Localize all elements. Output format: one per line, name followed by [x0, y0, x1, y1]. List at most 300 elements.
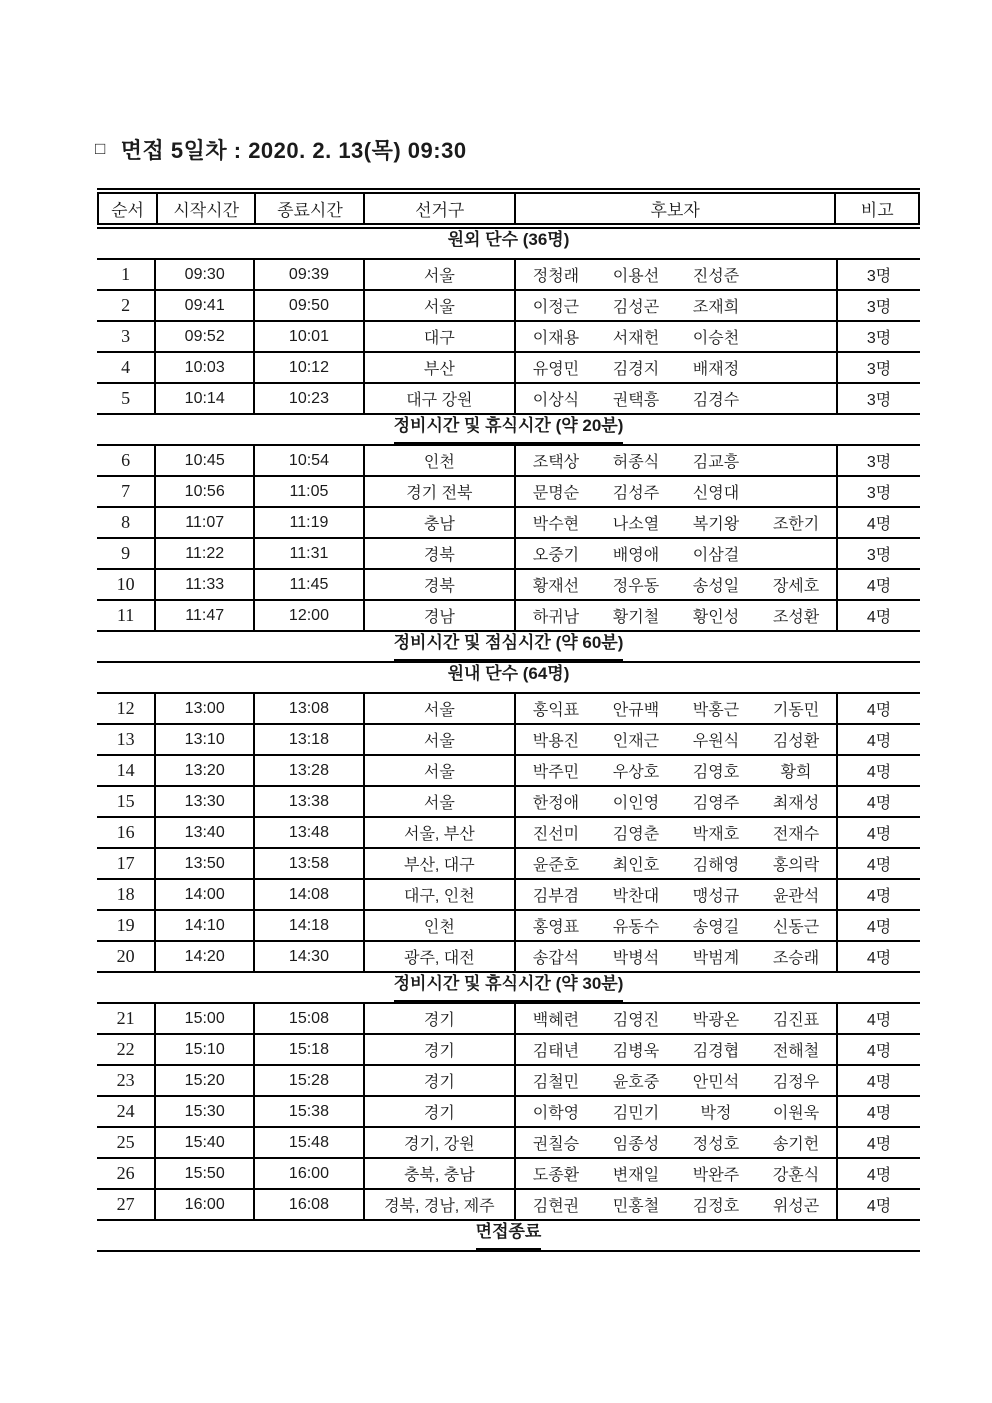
table-row — [97, 1035, 920, 1066]
order-cell: 13 — [97, 725, 156, 754]
section-row — [97, 663, 920, 694]
district-cell: 경기, 강원 — [365, 1128, 516, 1157]
order-cell: 21 — [97, 1004, 156, 1033]
note-cell: 4명 — [866, 702, 892, 719]
candidates-cell — [516, 694, 838, 723]
note-cell: 4명 — [866, 1167, 892, 1184]
candidate-name: 인재근 — [612, 733, 660, 750]
candidate-name: 이재용 — [532, 330, 580, 347]
candidate-name: 최재성 — [772, 795, 820, 812]
order-cell: 19 — [97, 911, 156, 940]
note-cell: 4명 — [866, 857, 892, 874]
header-note: 비고 — [860, 201, 894, 220]
district-cell: 서울 — [365, 787, 516, 816]
order-cell: 25 — [97, 1128, 156, 1157]
candidate-name: 정청래 — [532, 268, 580, 285]
start-time-cell: 13:00 — [156, 694, 255, 723]
district-cell: 대구, 인천 — [365, 880, 516, 909]
note-cell: 4명 — [866, 1105, 892, 1122]
candidate-name: 김성환 — [772, 733, 820, 750]
district-cell: 서울 — [365, 291, 516, 320]
candidates-cell — [516, 384, 838, 413]
candidate-name: 김성곤 — [612, 299, 660, 316]
candidate-name: 맹성규 — [692, 888, 740, 905]
district-cell: 부산 — [365, 353, 516, 382]
note-cell: 4명 — [866, 733, 892, 750]
table-row — [97, 539, 920, 570]
table-row — [97, 1066, 920, 1097]
order-cell: 16 — [97, 818, 156, 847]
candidate-name: 박재호 — [692, 826, 740, 843]
table-row — [97, 260, 920, 291]
end-time-cell: 16:00 — [255, 1159, 365, 1188]
candidate-name: 김영춘 — [612, 826, 660, 843]
candidate-name: 정우동 — [612, 578, 660, 595]
end-time-cell: 16:08 — [255, 1190, 365, 1219]
candidate-name: 박수현 — [532, 516, 580, 533]
order-cell: 15 — [97, 787, 156, 816]
candidate-name: 박찬대 — [612, 888, 660, 905]
candidate-name: 김정호 — [692, 1198, 740, 1215]
note-cell: 4명 — [866, 1012, 892, 1029]
start-time-cell: 15:50 — [156, 1159, 255, 1188]
candidates-cell — [516, 446, 838, 475]
candidate-name: 권칠승 — [532, 1136, 580, 1153]
start-time-cell: 10:45 — [156, 446, 255, 475]
order-cell: 14 — [97, 756, 156, 785]
candidate-name: 박주민 — [532, 764, 580, 781]
start-time-cell: 13:40 — [156, 818, 255, 847]
candidate-name: 홍의락 — [772, 857, 820, 874]
candidate-name: 이삼걸 — [692, 547, 740, 564]
order-cell: 9 — [97, 539, 156, 568]
candidate-name: 김정우 — [772, 1074, 820, 1091]
order-cell: 24 — [97, 1097, 156, 1126]
candidates-cell — [516, 291, 838, 320]
end-time-cell: 11:45 — [255, 570, 365, 599]
candidate-name: 진선미 — [532, 826, 580, 843]
start-time-cell: 13:30 — [156, 787, 255, 816]
candidate-name: 황인성 — [692, 609, 740, 626]
note-cell: 3명 — [866, 485, 892, 502]
order-cell: 4 — [97, 353, 156, 382]
end-time-cell: 15:18 — [255, 1035, 365, 1064]
header-district: 선거구 — [365, 194, 515, 223]
candidate-name: 박홍근 — [692, 702, 740, 719]
order-cell: 22 — [97, 1035, 156, 1064]
section-label: 정비시간 및 휴식시간 (약 30분) — [394, 973, 624, 1002]
note-cell: 4명 — [866, 609, 892, 626]
candidate-name: 김영호 — [692, 764, 740, 781]
candidates-cell — [516, 911, 838, 940]
table-row — [97, 291, 920, 322]
header-order: 순서 — [99, 194, 158, 223]
end-time-cell: 10:54 — [255, 446, 365, 475]
district-cell: 대구 강원 — [365, 384, 516, 413]
end-time-cell: 11:19 — [255, 508, 365, 537]
candidate-name: 홍영표 — [532, 919, 580, 936]
order-cell: 17 — [97, 849, 156, 878]
candidate-name: 김병욱 — [612, 1043, 660, 1060]
district-cell: 서울, 부산 — [365, 818, 516, 847]
end-time-cell: 15:38 — [255, 1097, 365, 1126]
district-cell: 경기 — [365, 1035, 516, 1064]
candidates-cell — [516, 1128, 838, 1157]
end-time-cell: 10:01 — [255, 322, 365, 351]
table-row — [97, 942, 920, 973]
start-time-cell: 14:00 — [156, 880, 255, 909]
candidate-name: 김부겸 — [532, 888, 580, 905]
order-cell: 27 — [97, 1190, 156, 1219]
district-cell: 충남 — [365, 508, 516, 537]
start-time-cell: 11:22 — [156, 539, 255, 568]
district-cell: 부산, 대구 — [365, 849, 516, 878]
section-label: 정비시간 및 점심시간 (약 60분) — [394, 632, 624, 661]
end-time-cell: 15:08 — [255, 1004, 365, 1033]
end-time-cell: 09:39 — [255, 260, 365, 289]
table-row — [97, 787, 920, 818]
candidate-name: 김경지 — [612, 361, 660, 378]
table-row — [97, 694, 920, 725]
candidates-cell — [516, 880, 838, 909]
end-time-cell: 15:28 — [255, 1066, 365, 1095]
start-time-cell: 15:10 — [156, 1035, 255, 1064]
candidate-name: 정성호 — [692, 1136, 740, 1153]
end-time-cell: 13:48 — [255, 818, 365, 847]
order-cell: 5 — [97, 384, 156, 413]
candidate-name: 이용선 — [612, 268, 660, 285]
section-row — [97, 632, 920, 663]
table-row — [97, 725, 920, 756]
table-header-row — [97, 194, 920, 223]
end-time-cell: 14:08 — [255, 880, 365, 909]
note-cell: 3명 — [866, 454, 892, 471]
note-cell: 3명 — [866, 392, 892, 409]
note-cell: 3명 — [866, 299, 892, 316]
start-time-cell: 09:30 — [156, 260, 255, 289]
candidate-name: 김영진 — [612, 1012, 660, 1029]
candidate-name: 박완주 — [692, 1167, 740, 1184]
district-cell: 경기 — [365, 1097, 516, 1126]
candidate-name: 강훈식 — [772, 1167, 820, 1184]
candidate-name: 송갑석 — [532, 950, 580, 967]
candidate-name: 서재헌 — [612, 330, 660, 347]
candidate-name: 김교흥 — [692, 454, 740, 471]
candidates-cell — [516, 1097, 838, 1126]
table-row — [97, 353, 920, 384]
start-time-cell: 10:56 — [156, 477, 255, 506]
start-time-cell: 13:20 — [156, 756, 255, 785]
candidate-name: 김진표 — [772, 1012, 820, 1029]
district-cell: 경남 — [365, 601, 516, 630]
start-time-cell: 15:00 — [156, 1004, 255, 1033]
note-cell: 4명 — [866, 1043, 892, 1060]
candidates-cell — [516, 1035, 838, 1064]
interview-schedule-table — [97, 188, 920, 1252]
candidate-name: 송영길 — [692, 919, 740, 936]
candidate-name: 황기철 — [612, 609, 660, 626]
candidates-cell — [516, 849, 838, 878]
section-label: 원외 단수 (36명) — [447, 230, 570, 249]
candidate-name: 오중기 — [532, 547, 580, 564]
candidate-name: 조한기 — [772, 516, 820, 533]
candidate-name: 박병석 — [612, 950, 660, 967]
candidate-name: 장세호 — [772, 578, 820, 595]
candidate-name: 윤호중 — [612, 1074, 660, 1091]
district-cell: 경기 — [365, 1066, 516, 1095]
start-time-cell: 14:20 — [156, 942, 255, 971]
candidate-name: 최인호 — [612, 857, 660, 874]
note-cell: 4명 — [866, 795, 892, 812]
order-cell: 1 — [97, 260, 156, 289]
district-cell: 경북, 경남, 제주 — [365, 1190, 516, 1219]
candidates-cell — [516, 322, 838, 351]
note-cell: 4명 — [866, 578, 892, 595]
end-time-cell: 10:23 — [255, 384, 365, 413]
candidates-cell — [516, 818, 838, 847]
header-end-time: 종료시간 — [256, 194, 365, 223]
district-cell: 경기 전북 — [365, 477, 516, 506]
table-row — [97, 849, 920, 880]
end-time-cell: 13:38 — [255, 787, 365, 816]
table-row — [97, 1004, 920, 1035]
candidate-name: 김현권 — [532, 1198, 580, 1215]
table-row — [97, 1128, 920, 1159]
note-cell: 4명 — [866, 1136, 892, 1153]
start-time-cell: 15:30 — [156, 1097, 255, 1126]
candidate-name: 허종식 — [612, 454, 660, 471]
candidate-name: 도종환 — [532, 1167, 580, 1184]
order-cell: 18 — [97, 880, 156, 909]
candidate-name: 전해철 — [772, 1043, 820, 1060]
start-time-cell: 11:33 — [156, 570, 255, 599]
order-cell: 23 — [97, 1066, 156, 1095]
note-cell: 4명 — [866, 764, 892, 781]
end-time-cell: 15:48 — [255, 1128, 365, 1157]
start-time-cell: 15:40 — [156, 1128, 255, 1157]
district-cell: 경기 — [365, 1004, 516, 1033]
candidate-name: 배재정 — [692, 361, 740, 378]
candidates-cell — [516, 942, 838, 971]
note-cell: 3명 — [866, 330, 892, 347]
candidates-cell — [516, 570, 838, 599]
section-row — [97, 973, 920, 1004]
candidate-name: 안민석 — [692, 1074, 740, 1091]
table-body — [97, 229, 920, 1252]
candidate-name: 위성곤 — [772, 1198, 820, 1215]
order-cell: 20 — [97, 942, 156, 971]
candidate-name: 이학영 — [532, 1105, 580, 1122]
candidate-name: 김경협 — [692, 1043, 740, 1060]
table-row — [97, 911, 920, 942]
section-label: 면접종료 — [476, 1221, 542, 1250]
end-time-cell: 13:08 — [255, 694, 365, 723]
candidate-name: 복기왕 — [692, 516, 740, 533]
table-row — [97, 601, 920, 632]
district-cell: 경북 — [365, 539, 516, 568]
table-row — [97, 1190, 920, 1221]
candidates-cell — [516, 353, 838, 382]
start-time-cell: 13:50 — [156, 849, 255, 878]
order-cell: 10 — [97, 570, 156, 599]
candidate-name: 김해영 — [692, 857, 740, 874]
note-cell: 3명 — [866, 361, 892, 378]
table-row — [97, 446, 920, 477]
end-time-cell: 09:50 — [255, 291, 365, 320]
district-cell: 충북, 충남 — [365, 1159, 516, 1188]
candidate-name: 조승래 — [772, 950, 820, 967]
section-row — [97, 1221, 920, 1252]
candidate-name: 기동민 — [772, 702, 820, 719]
district-cell: 서울 — [365, 694, 516, 723]
candidate-name: 우상호 — [612, 764, 660, 781]
order-cell: 6 — [97, 446, 156, 475]
candidate-name: 임종성 — [612, 1136, 660, 1153]
end-time-cell: 14:18 — [255, 911, 365, 940]
candidate-name: 우원식 — [692, 733, 740, 750]
candidate-name: 박광온 — [692, 1012, 740, 1029]
table-row — [97, 570, 920, 601]
candidate-name: 신동근 — [772, 919, 820, 936]
candidates-cell — [516, 477, 838, 506]
candidates-cell — [516, 1159, 838, 1188]
section-row — [97, 229, 920, 260]
header-start-time: 시작시간 — [158, 194, 256, 223]
candidate-name: 이승천 — [692, 330, 740, 347]
candidate-name: 김민기 — [612, 1105, 660, 1122]
start-time-cell: 10:14 — [156, 384, 255, 413]
candidate-name: 유동수 — [612, 919, 660, 936]
candidate-name: 김영주 — [692, 795, 740, 812]
page-title — [95, 134, 467, 165]
page-title-text: 면접 5일차 : 2020. 2. 13(목) 09:30 — [120, 138, 467, 163]
candidates-cell — [516, 787, 838, 816]
end-time-cell: 11:31 — [255, 539, 365, 568]
candidate-name: 전재수 — [772, 826, 820, 843]
candidate-name: 이인영 — [612, 795, 660, 812]
start-time-cell: 11:47 — [156, 601, 255, 630]
candidate-name: 송기헌 — [772, 1136, 820, 1153]
section-label: 정비시간 및 휴식시간 (약 20분) — [394, 415, 624, 444]
candidate-name: 조성환 — [772, 609, 820, 626]
end-time-cell: 10:12 — [255, 353, 365, 382]
candidates-cell — [516, 260, 838, 289]
order-cell: 7 — [97, 477, 156, 506]
note-cell: 4명 — [866, 1074, 892, 1091]
candidate-name: 유영민 — [532, 361, 580, 378]
candidate-name: 홍익표 — [532, 702, 580, 719]
table-row — [97, 756, 920, 787]
order-cell: 3 — [97, 322, 156, 351]
candidate-name: 김성주 — [612, 485, 660, 502]
end-time-cell: 12:00 — [255, 601, 365, 630]
start-time-cell: 10:03 — [156, 353, 255, 382]
table-row — [97, 477, 920, 508]
table-row — [97, 508, 920, 539]
note-cell: 4명 — [866, 950, 892, 967]
end-time-cell: 11:05 — [255, 477, 365, 506]
candidate-name: 변재일 — [612, 1167, 660, 1184]
candidates-cell — [516, 756, 838, 785]
candidates-cell — [516, 1190, 838, 1219]
district-cell: 서울 — [365, 725, 516, 754]
note-cell: 4명 — [866, 516, 892, 533]
header-candidates: 후보자 — [516, 194, 836, 223]
candidates-cell — [516, 601, 838, 630]
note-cell: 3명 — [866, 268, 892, 285]
district-cell: 광주, 대전 — [365, 942, 516, 971]
table-row — [97, 1097, 920, 1128]
candidate-name: 신영대 — [692, 485, 740, 502]
candidate-name: 박범계 — [692, 950, 740, 967]
candidates-cell — [516, 508, 838, 537]
candidate-name: 권택흥 — [612, 392, 660, 409]
candidate-name: 조택상 — [532, 454, 580, 471]
district-cell: 대구 — [365, 322, 516, 351]
candidate-name: 이상식 — [532, 392, 580, 409]
candidate-name: 한정애 — [532, 795, 580, 812]
table-row — [97, 322, 920, 353]
candidate-name: 김경수 — [692, 392, 740, 409]
candidate-name: 배영애 — [612, 547, 660, 564]
candidate-name: 윤관석 — [772, 888, 820, 905]
table-row — [97, 818, 920, 849]
candidate-name: 안규백 — [612, 702, 660, 719]
district-cell: 서울 — [365, 260, 516, 289]
start-time-cell: 15:20 — [156, 1066, 255, 1095]
section-label: 원내 단수 (64명) — [447, 664, 570, 683]
candidates-cell — [516, 1066, 838, 1095]
end-time-cell: 14:30 — [255, 942, 365, 971]
candidate-name: 송성일 — [692, 578, 740, 595]
order-cell: 8 — [97, 508, 156, 537]
candidate-name: 이정근 — [532, 299, 580, 316]
district-cell: 경북 — [365, 570, 516, 599]
note-cell: 4명 — [866, 919, 892, 936]
candidate-name: 이원욱 — [772, 1105, 820, 1122]
candidate-name: 김철민 — [532, 1074, 580, 1091]
start-time-cell: 14:10 — [156, 911, 255, 940]
note-cell: 4명 — [866, 888, 892, 905]
candidate-name: 하귀남 — [532, 609, 580, 626]
candidate-name: 조재희 — [692, 299, 740, 316]
start-time-cell: 13:10 — [156, 725, 255, 754]
order-cell: 12 — [97, 694, 156, 723]
candidate-name: 문명순 — [532, 485, 580, 502]
note-cell: 3명 — [866, 547, 892, 564]
end-time-cell: 13:28 — [255, 756, 365, 785]
table-row — [97, 880, 920, 911]
section-row — [97, 415, 920, 446]
candidate-name: 김태년 — [532, 1043, 580, 1060]
candidate-name: 황재선 — [532, 578, 580, 595]
candidate-name: 백혜련 — [532, 1012, 580, 1029]
start-time-cell: 09:52 — [156, 322, 255, 351]
end-time-cell: 13:58 — [255, 849, 365, 878]
note-cell: 4명 — [866, 826, 892, 843]
candidate-name: 진성준 — [692, 268, 740, 285]
candidate-name: 황희 — [780, 764, 812, 781]
start-time-cell: 16:00 — [156, 1190, 255, 1219]
table-row — [97, 1159, 920, 1190]
order-cell: 11 — [97, 601, 156, 630]
square-bullet-icon: □ — [95, 138, 106, 158]
order-cell: 2 — [97, 291, 156, 320]
start-time-cell: 11:07 — [156, 508, 255, 537]
candidate-name: 나소열 — [612, 516, 660, 533]
note-cell: 4명 — [866, 1198, 892, 1215]
candidate-name: 박용진 — [532, 733, 580, 750]
